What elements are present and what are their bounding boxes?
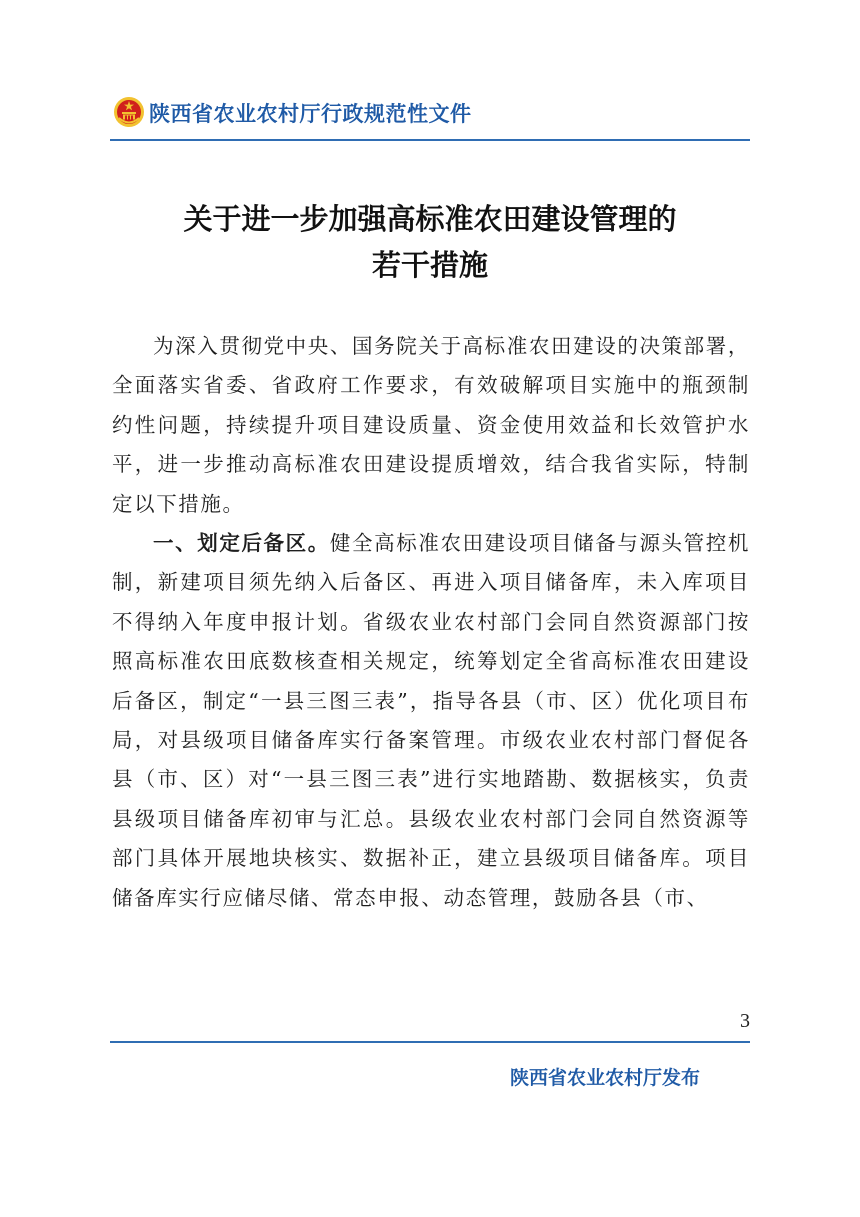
document-body (112, 327, 750, 918)
footer-publisher: 陕西省农业农村厅发布 (509, 1067, 700, 1089)
document-header (113, 94, 753, 134)
document-title-line-1: 关于进一步加强高标准农田建设管理的 (183, 202, 677, 236)
intro-paragraph: 为深入贯彻党中央、国务院关于高标准农田建设的决策部署，全面落实省委、省政府工作要求，有效破解项目实施中的瓶颈制约性问题，持续提升项目建设质量、资金使用效益和长效管护水平，进一步推动高标准农田建设提质增效，结合我省实际，特制定以下措施。 (112, 334, 750, 516)
national-emblem-icon (113, 96, 145, 128)
header-divider (110, 139, 750, 141)
document-title-line-2: 若干措施 (371, 248, 488, 282)
section-1-paragraph (112, 524, 750, 918)
header-title: 陕西省农业农村厅行政规范性文件 (149, 102, 472, 126)
section-1-text: 健全高标准农田建设项目储备与源头管控机制，新建项目须先纳入后备区、再进入项目储备库，未入库项目不得纳入年度申报计划。省级农业农村部门会同自然资源部门按照高标准农田底数核查相关规定，统筹划定全省高标准农田建设后备区，制定“一县三图三表”，指导各县（市、区）优化项目布局，对县级项目储备库实行备案管理。市级农业农村部门督促各县（市、区）对“一县三图三表”进行实地踏勘、数据核实，负责县级项目储备库初审与汇总。县级农业农村部门会同自然资源等部门具体开展地块核实、数据补正，建立县级项目储备库。项目储备库实行应储尽储、常态申报、动态管理，鼓励各县（市、 (112, 531, 750, 910)
footer-divider (110, 1041, 750, 1043)
document-title (110, 196, 750, 288)
section-1-heading: 一、划定后备区。 (153, 531, 330, 556)
page-number: 3 (740, 1010, 750, 1032)
